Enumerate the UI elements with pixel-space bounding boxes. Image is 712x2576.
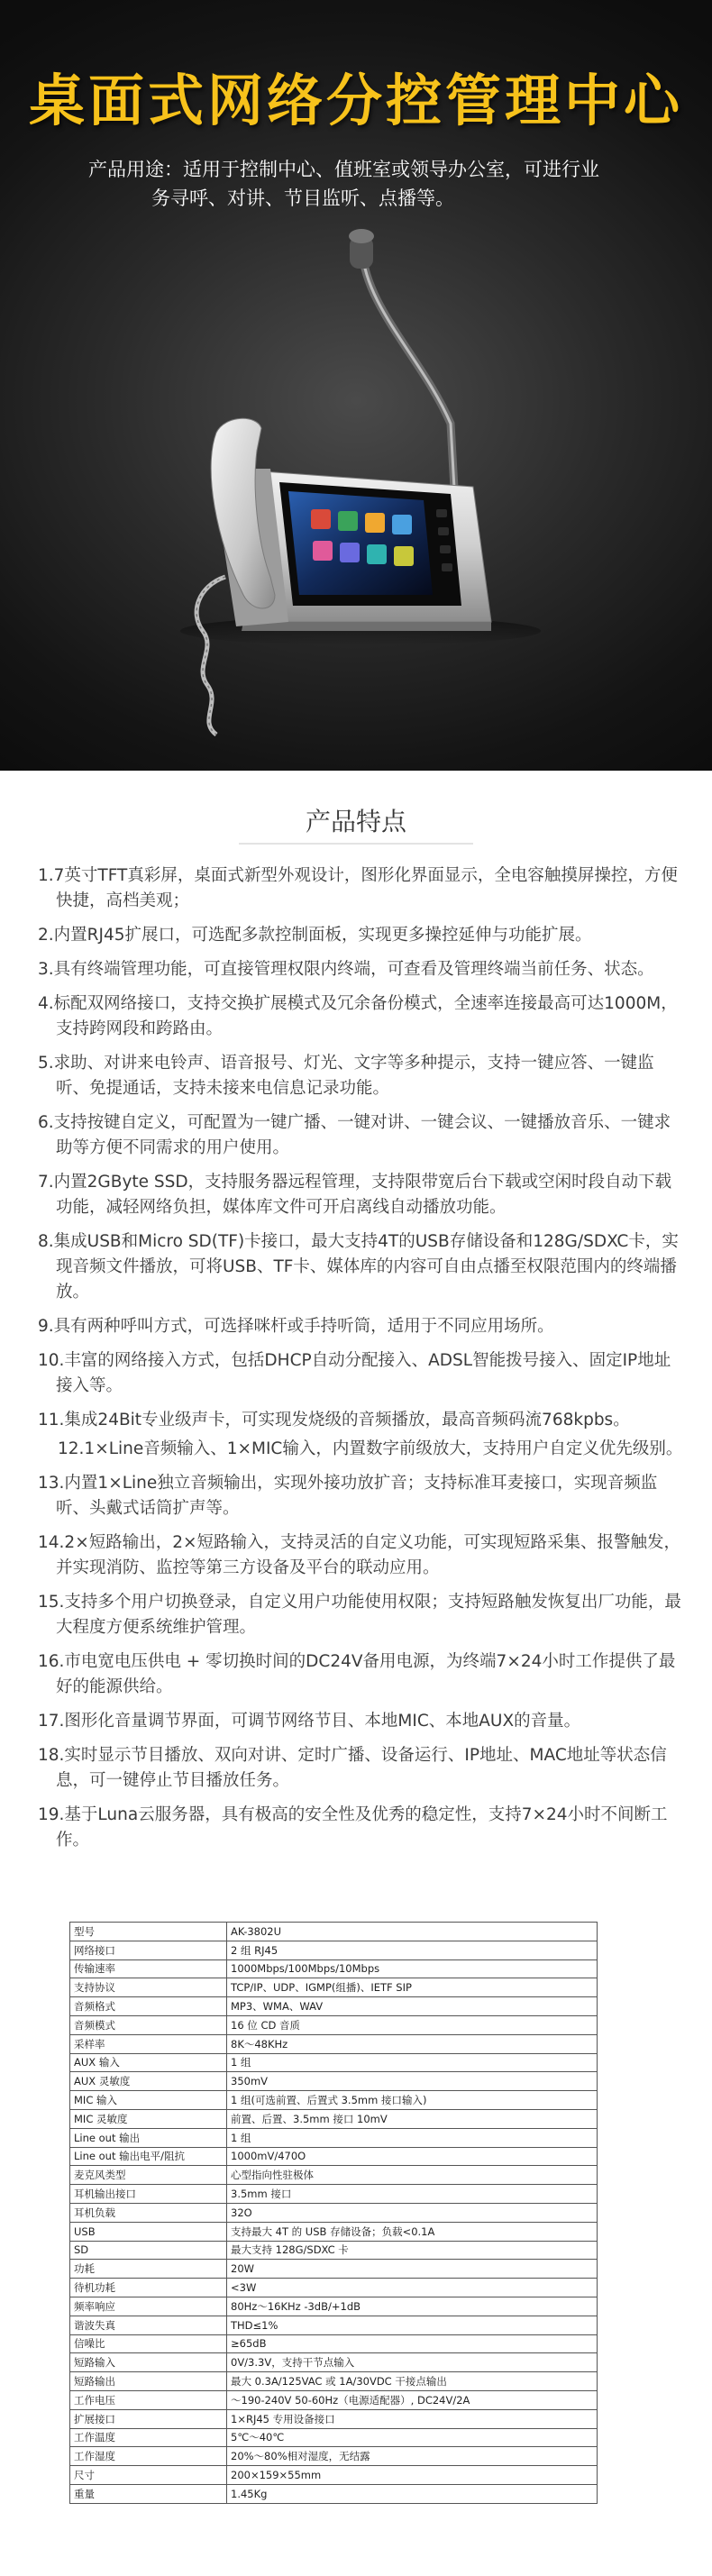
spec-table [69,1922,598,2504]
spec-row [70,1959,598,1978]
spec-key: 支持协议 [70,1978,227,1997]
feature-item: 15.支持多个用户切换登录，自定义用户功能使用权限；支持短路触发恢复出厂功能，最大程度方便系统维护管理。 [38,1593,681,1637]
feature-item: 3.具有终端管理功能，可直接管理权限内终端，可查看及管理终端当前任务、状态。 [38,960,654,979]
spec-row [70,2447,598,2466]
spec-row [70,2053,598,2072]
spec-key: 网络接口 [70,1941,227,1959]
spec-key: 短路输入 [70,2353,227,2372]
product-device-image [0,0,712,771]
spec-value: THD≤1% [227,2316,598,2334]
spec-value: 1000mV/470O [227,2147,598,2166]
spec-value: 200×159×55mm [227,2466,598,2485]
spec-row [70,2015,598,2034]
usage-line-2: 务寻呼、对讲、节目监听、点播等。 [151,187,454,209]
spec-value: 1×RJ45 专用设备接口 [227,2409,598,2428]
spec-key: 型号 [70,1923,227,1941]
spec-key: 工作电压 [70,2390,227,2409]
spec-value: 5℃～40℃ [227,2428,598,2447]
spec-key: 工作温度 [70,2428,227,2447]
spec-row [70,2297,598,2316]
features-list [38,863,685,1862]
spec-value: 1.45Kg [227,2484,598,2503]
spec-value: 32O [227,2203,598,2222]
spec-row [70,2372,598,2391]
spec-value: 3.5mm 接口 [227,2185,598,2204]
spec-value: 8K～48KHz [227,2034,598,2053]
spec-row [70,2091,598,2110]
spec-row [70,2241,598,2260]
spec-key: SD [70,2241,227,2260]
spec-value: 350mV [227,2072,598,2091]
spec-key: 音频格式 [70,1997,227,2016]
spec-row [70,1923,598,1941]
spec-value: 20%～80%相对湿度，无结露 [227,2447,598,2466]
spec-key: MIC 输入 [70,2091,227,2110]
spec-row [70,2316,598,2334]
spec-row [70,2428,598,2447]
spec-table-body [70,1923,598,2504]
spec-row [70,2334,598,2353]
feature-item: 12.1×Line音频输入、1×MIC输入，内置数字前级放大，支持用户自定义优先级别。 [58,1439,683,1458]
spec-row [70,2109,598,2128]
feature-item: 18.实时显示节目播放、双向对讲、定时广播、设备运行、IP地址、MAC地址等状态信息，可一键停止节目播放任务。 [38,1746,667,1790]
feature-item: 10.丰富的网络接入方式，包括DHCP自动分配接入、ADSL智能拨号接入、固定IP地址接入等。 [38,1351,671,1395]
spec-row [70,2279,598,2297]
spec-row [70,2353,598,2372]
feature-item: 1.7英寸TFT真彩屏，桌面式新型外观设计，图形化界面显示，全电容触摸屏操控，方便快捷，高档美观； [38,866,678,910]
spec-value: 2 组 RJ45 [227,1941,598,1959]
feature-item: 2.内置RJ45扩展口，可选配多款控制面板，实现更多操控延伸与功能扩展。 [38,926,592,945]
spec-key: 短路输出 [70,2372,227,2391]
spec-row [70,2409,598,2428]
spec-row [70,2072,598,2091]
spec-key: 功耗 [70,2260,227,2279]
spec-value: 1 组 [227,2053,598,2072]
usage-line-1: 适用于控制中心、值班室或领导办公室，可进行业 [183,159,599,180]
spec-value: 0V/3.3V，支持干节点输入 [227,2353,598,2372]
spec-value: <3W [227,2279,598,2297]
spec-value: 1 组(可选前置、后置式 3.5mm 接口输入) [227,2091,598,2110]
spec-key: 耳机负载 [70,2203,227,2222]
spec-row [70,2390,598,2409]
feature-item: 9.具有两种呼叫方式，可选择咪杆或手持听筒，适用于不同应用场所。 [38,1317,554,1336]
features-title: 产品特点 [305,807,406,836]
spec-key: 谐波失真 [70,2316,227,2334]
spec-row [70,1978,598,1997]
spec-key: Line out 输出 [70,2128,227,2147]
usage-label: 产品用途： [88,159,183,180]
spec-key: 尺寸 [70,2466,227,2485]
spec-value: 支持最大 4T 的 USB 存储设备；负载<0.1A [227,2222,598,2241]
spec-key: 采样率 [70,2034,227,2053]
spec-key: AUX 输入 [70,2053,227,2072]
feature-item: 6.支持按键自定义，可配置为一键广播、一键对讲、一键会议、一键播放音乐、一键求助等方便不同需求的用户使用。 [38,1113,671,1157]
spec-key: 重量 [70,2484,227,2503]
spec-row [70,2128,598,2147]
spec-row [70,1997,598,2016]
feature-item: 13.内置1×Line独立音频输出，实现外接功放扩音；支持标准耳麦接口，实现音频监听、头戴式话筒扩声等。 [38,1474,658,1518]
feature-item: 5.求助、对讲来电铃声、语音报号、灯光、文字等多种提示，支持一键应答、一键监听、免提通话，支持未接来电信息记录功能。 [38,1054,654,1098]
spec-value: 最大支持 128G/SDXC 卡 [227,2241,598,2260]
spec-row [70,2466,598,2485]
page-title: 桌面式网络分控管理中心 [28,68,683,133]
spec-key: USB [70,2222,227,2241]
spec-row [70,2185,598,2204]
spec-row [70,2484,598,2503]
spec-value: ≥65dB [227,2334,598,2353]
spec-row [70,2260,598,2279]
spec-row [70,2034,598,2053]
spec-value: TCP/IP、UDP、IGMP(组播)、IETF SIP [227,1978,598,1997]
spec-value: MP3、WMA、WAV [227,1997,598,2016]
hero-banner [0,0,712,771]
spec-key: 麦克风类型 [70,2166,227,2185]
spec-key: 音频模式 [70,2015,227,2034]
spec-value: 20W [227,2260,598,2279]
feature-item: 8.集成USB和Micro SD(TF)卡接口，最大支持4T的USB存储设备和128G/SDXC卡，实现音频文件播放，可将USB、TF卡、媒体库的内容可自由点播至权限范围内的终端播放。 [38,1232,679,1302]
spec-key: 传输速率 [70,1959,227,1978]
feature-item: 16.市电宽电压供电 + 零切换时间的DC24V备用电源，为终端7×24小时工作提供了最好的能源供给。 [38,1652,676,1696]
spec-key: 信噪比 [70,2334,227,2353]
feature-item: 14.2×短路输出，2×短路输入，支持灵活的自定义功能，可实现短路采集、报警触发，并实现消防、监控等第三方设备及平台的联动应用。 [38,1533,680,1577]
spec-value: 1 组 [227,2128,598,2147]
spec-row [70,1941,598,1959]
spec-key: 频率响应 [70,2297,227,2316]
spec-key: 耳机输出接口 [70,2185,227,2204]
spec-value: 1000Mbps/100Mbps/10Mbps [227,1959,598,1978]
spec-value: 心型指向性驻极体 [227,2166,598,2185]
spec-value: 最大 0.3A/125VAC 或 1A/30VDC 干接点输出 [227,2372,598,2391]
spec-key: 扩展接口 [70,2409,227,2428]
spec-value: AK-3802U [227,1923,598,1941]
spec-row [70,2222,598,2241]
feature-item: 17.图形化音量调节界面，可调节网络节目、本地MIC、本地AUX的音量。 [38,1712,581,1731]
spec-value: 80Hz～16KHz -3dB/+1dB [227,2297,598,2316]
spec-value: 前置、后置、3.5mm 接口 10mV [227,2109,598,2128]
spec-row [70,2203,598,2222]
spec-row [70,2147,598,2166]
spec-key: 工作湿度 [70,2447,227,2466]
spec-row [70,2166,598,2185]
spec-key: 待机功耗 [70,2279,227,2297]
spec-value: 16 位 CD 音质 [227,2015,598,2034]
features-divider [239,843,473,845]
feature-item: 4.标配双网络接口，支持交换扩展模式及冗余备份模式，全速率连接最高可达1000M，支持跨网段和跨路由。 [38,994,678,1038]
spec-key: AUX 灵敏度 [70,2072,227,2091]
feature-item: 11.集成24Bit专业级声卡，可实现发烧级的音频播放，最高音频码流768kpbs。 [38,1411,630,1430]
spec-value: ～190-240V 50-60Hz（电源适配器）, DC24V/2A [227,2390,598,2409]
spec-key: Line out 输出电平/阻抗 [70,2147,227,2166]
feature-item: 7.内置2GByte SSD，支持服务器远程管理，支持限带宽后台下载或空闲时段自动下载功能，减轻网络负担，媒体库文件可开启离线自动播放功能。 [38,1173,672,1217]
feature-item: 19.基于Luna云服务器，具有极高的安全性及优秀的稳定性，支持7×24小时不间断工作。 [38,1805,668,1850]
spec-key: MIC 灵敏度 [70,2109,227,2128]
